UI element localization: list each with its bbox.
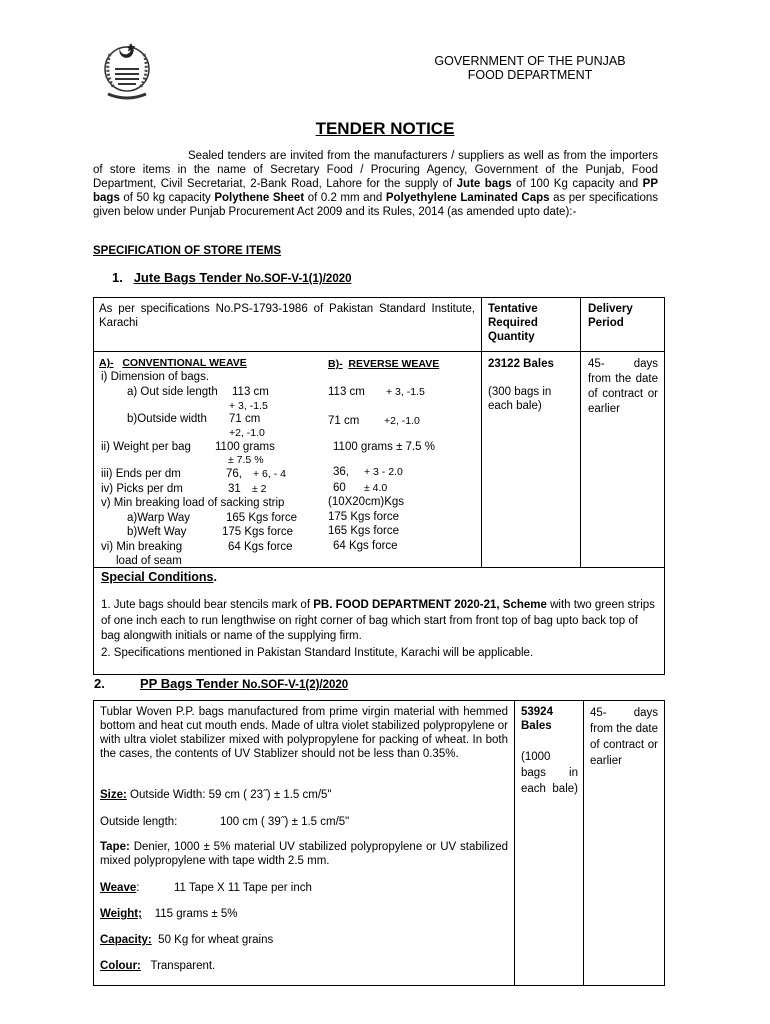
jute-qty-header: Tentative Required Quantity: [488, 303, 538, 343]
spec-outside-length-a: 113 cm: [232, 386, 269, 398]
pp-quantity-note: (1000 bags in each bale): [521, 751, 578, 795]
pp-outside-length-value: 100 cm ( 39˝) ± 1.5 cm/5": [220, 816, 350, 828]
spec-picks-a-tol: ± 2: [252, 483, 267, 495]
special-conditions-title: Special Conditions.: [101, 570, 217, 584]
spec-weft-b: 165 Kgs force: [328, 525, 399, 537]
spec-heading: SPECIFICATION OF STORE ITEMS: [93, 245, 282, 257]
spec-warp-a: 165 Kgs force: [226, 512, 297, 524]
spec-weft-a: 175 Kgs force: [222, 526, 293, 538]
jute-section-heading: 1. Jute Bags Tender No.SOF-V-1(1)/2020: [112, 270, 352, 285]
punjab-emblem: [96, 38, 158, 102]
spec-weight: ii) Weight per bag: [101, 441, 191, 453]
spec-weight-b: 1100 grams ± 7.5 %: [333, 441, 435, 453]
pp-weight: Weight; 115 grams ± 5%: [100, 908, 238, 920]
pp-weave-value: 11 Tape X 11 Tape per inch: [174, 882, 312, 894]
special-condition-2: 2. Specifications mentioned in Pakistan Standard Institute, Karachi will be applicable.: [101, 647, 534, 659]
spec-ends-b-tol: + 3 - 2.0: [364, 466, 403, 478]
page-title: TENDER NOTICE: [315, 119, 455, 138]
spec-picks-a: 31: [228, 483, 241, 495]
pp-delivery-period: 45- days from the date of contract or earlier: [590, 707, 658, 767]
pp-size: Size: Outside Width: 59 cm ( 23˝) ± 1.5 cm/5": [100, 789, 332, 801]
pp-colour: Colour: Transparent.: [100, 960, 216, 972]
spec-picks: iv) Picks per dm: [101, 483, 183, 495]
pp-description: Tublar Woven P.P. bags manufactured from prime virgin material with hemmed bottom and heat cut mouth ends. Made of ultra violet stabilized polypropylene or with ultra violet stabilizer mixed with polypropylene for packing of wheat. In both the cases, the contents of UV Stablizer should not be less than 0.35%.: [100, 706, 508, 760]
spec-weft: b)Weft Way: [127, 526, 187, 538]
spec-picks-b: 60: [333, 482, 346, 494]
government-heading: GOVERNMENT OF THE PUNJAB: [434, 54, 626, 68]
spec-min-seam-b: 64 Kgs force: [333, 540, 398, 552]
intro-paragraph: Sealed tenders are invited from the manufacturers / suppliers as well as from the importers of store items in the name of Secretary Food / Procuring Agency, Government of the Punjab, Food Department, Civil Secretariat, 2-Bank Road, Lahore for the supply of Jute bags of 100 Kg capacity and PP bags of 50 kg capacity Polythene Sheet of 0.2 mm and Polyethylene Laminated Caps as per specifications given below under Punjab Procurement Act 2009 and its Rules, 2014 (as amended upto date):-: [93, 150, 658, 218]
pp-weave: Weave:: [100, 882, 140, 894]
spec-min-breaking: v) Min breaking load of sacking strip: [101, 497, 285, 509]
jute-period-header: Delivery Period: [588, 303, 633, 329]
jute-delivery-period: 45- days from the date of contract or earlier: [588, 358, 658, 415]
spec-weight-a-tol: ± 7.5 %: [228, 454, 264, 466]
special-condition-1: 1. Jute bags should bear stencils mark of PB. FOOD DEPARTMENT 2020-21, Scheme with two green strips of one inch each to run lengthwise on right corner of bag which start from front top of bag upto back top of bag alongwith initials or name of the supplying firm.: [101, 599, 655, 642]
conventional-weave-heading: A)- CONVENTIONAL WEAVE: [99, 357, 247, 369]
pp-tape: Tape: Denier, 1000 ± 5% material UV stabilized polypropylene or UV stabilized mixed polypropylene with tape width 2.5 mm.: [100, 841, 508, 867]
jute-quantity-note: (300 bags in each bale): [488, 386, 552, 412]
jute-quantity: 23122 Bales: [488, 358, 554, 370]
spec-seam: load of seam: [116, 555, 182, 567]
spec-outside-width-b: 71 cm: [328, 415, 360, 427]
spec-outside-width-b-tol: +2, -1.0: [384, 415, 420, 427]
pp-section-heading: 2.: [94, 676, 105, 691]
spec-outside-length-b: 113 cm: [328, 386, 365, 398]
spec-weight-a: 1100 grams: [215, 441, 275, 453]
spec-ends-a-tol: + 6, - 4: [253, 468, 286, 480]
spec-outside-width-a-tol: +2, -1.0: [229, 427, 265, 439]
spec-outside-length-b-tol: + 3, -1.5: [386, 386, 425, 398]
reverse-weave-heading: B)- REVERSE WEAVE: [328, 358, 440, 370]
spec-picks-b-tol: ± 4.0: [364, 482, 388, 494]
spec-outside-length-a-tol: + 3, -1.5: [229, 400, 268, 412]
spec-ends: iii) Ends per dm: [101, 468, 181, 480]
pp-section-title: PP Bags Tender No.SOF-V-1(2)/2020: [140, 676, 349, 691]
spec-ends-b: 36,: [333, 466, 349, 478]
pp-quantity: 53924 Bales: [521, 706, 553, 732]
spec-min-seam: vi) Min breaking: [101, 541, 183, 553]
pp-outside-length-label: Outside length:: [100, 816, 178, 828]
spec-outside-width-a: 71 cm: [229, 413, 261, 425]
spec-outside-width: b)Outside width: [127, 413, 207, 425]
spec-ends-a: 76,: [226, 468, 242, 480]
spec-dimension: i) Dimension of bags.: [101, 371, 210, 383]
spec-outside-length: a) Out side length: [127, 386, 218, 398]
spec-min-seam-a: 64 Kgs force: [228, 541, 293, 553]
spec-min-breaking-b: (10X20cm)Kgs: [328, 496, 405, 508]
jute-spec-text: As per specifications No.PS-1793-1986 of Pakistan Standard Institute, Karachi: [99, 303, 475, 329]
spec-warp-b: 175 Kgs force: [328, 511, 399, 523]
pp-capacity: Capacity: 50 Kg for wheat grains: [100, 934, 274, 946]
department-heading: FOOD DEPARTMENT: [467, 68, 593, 82]
spec-warp: a)Warp Way: [127, 512, 191, 524]
